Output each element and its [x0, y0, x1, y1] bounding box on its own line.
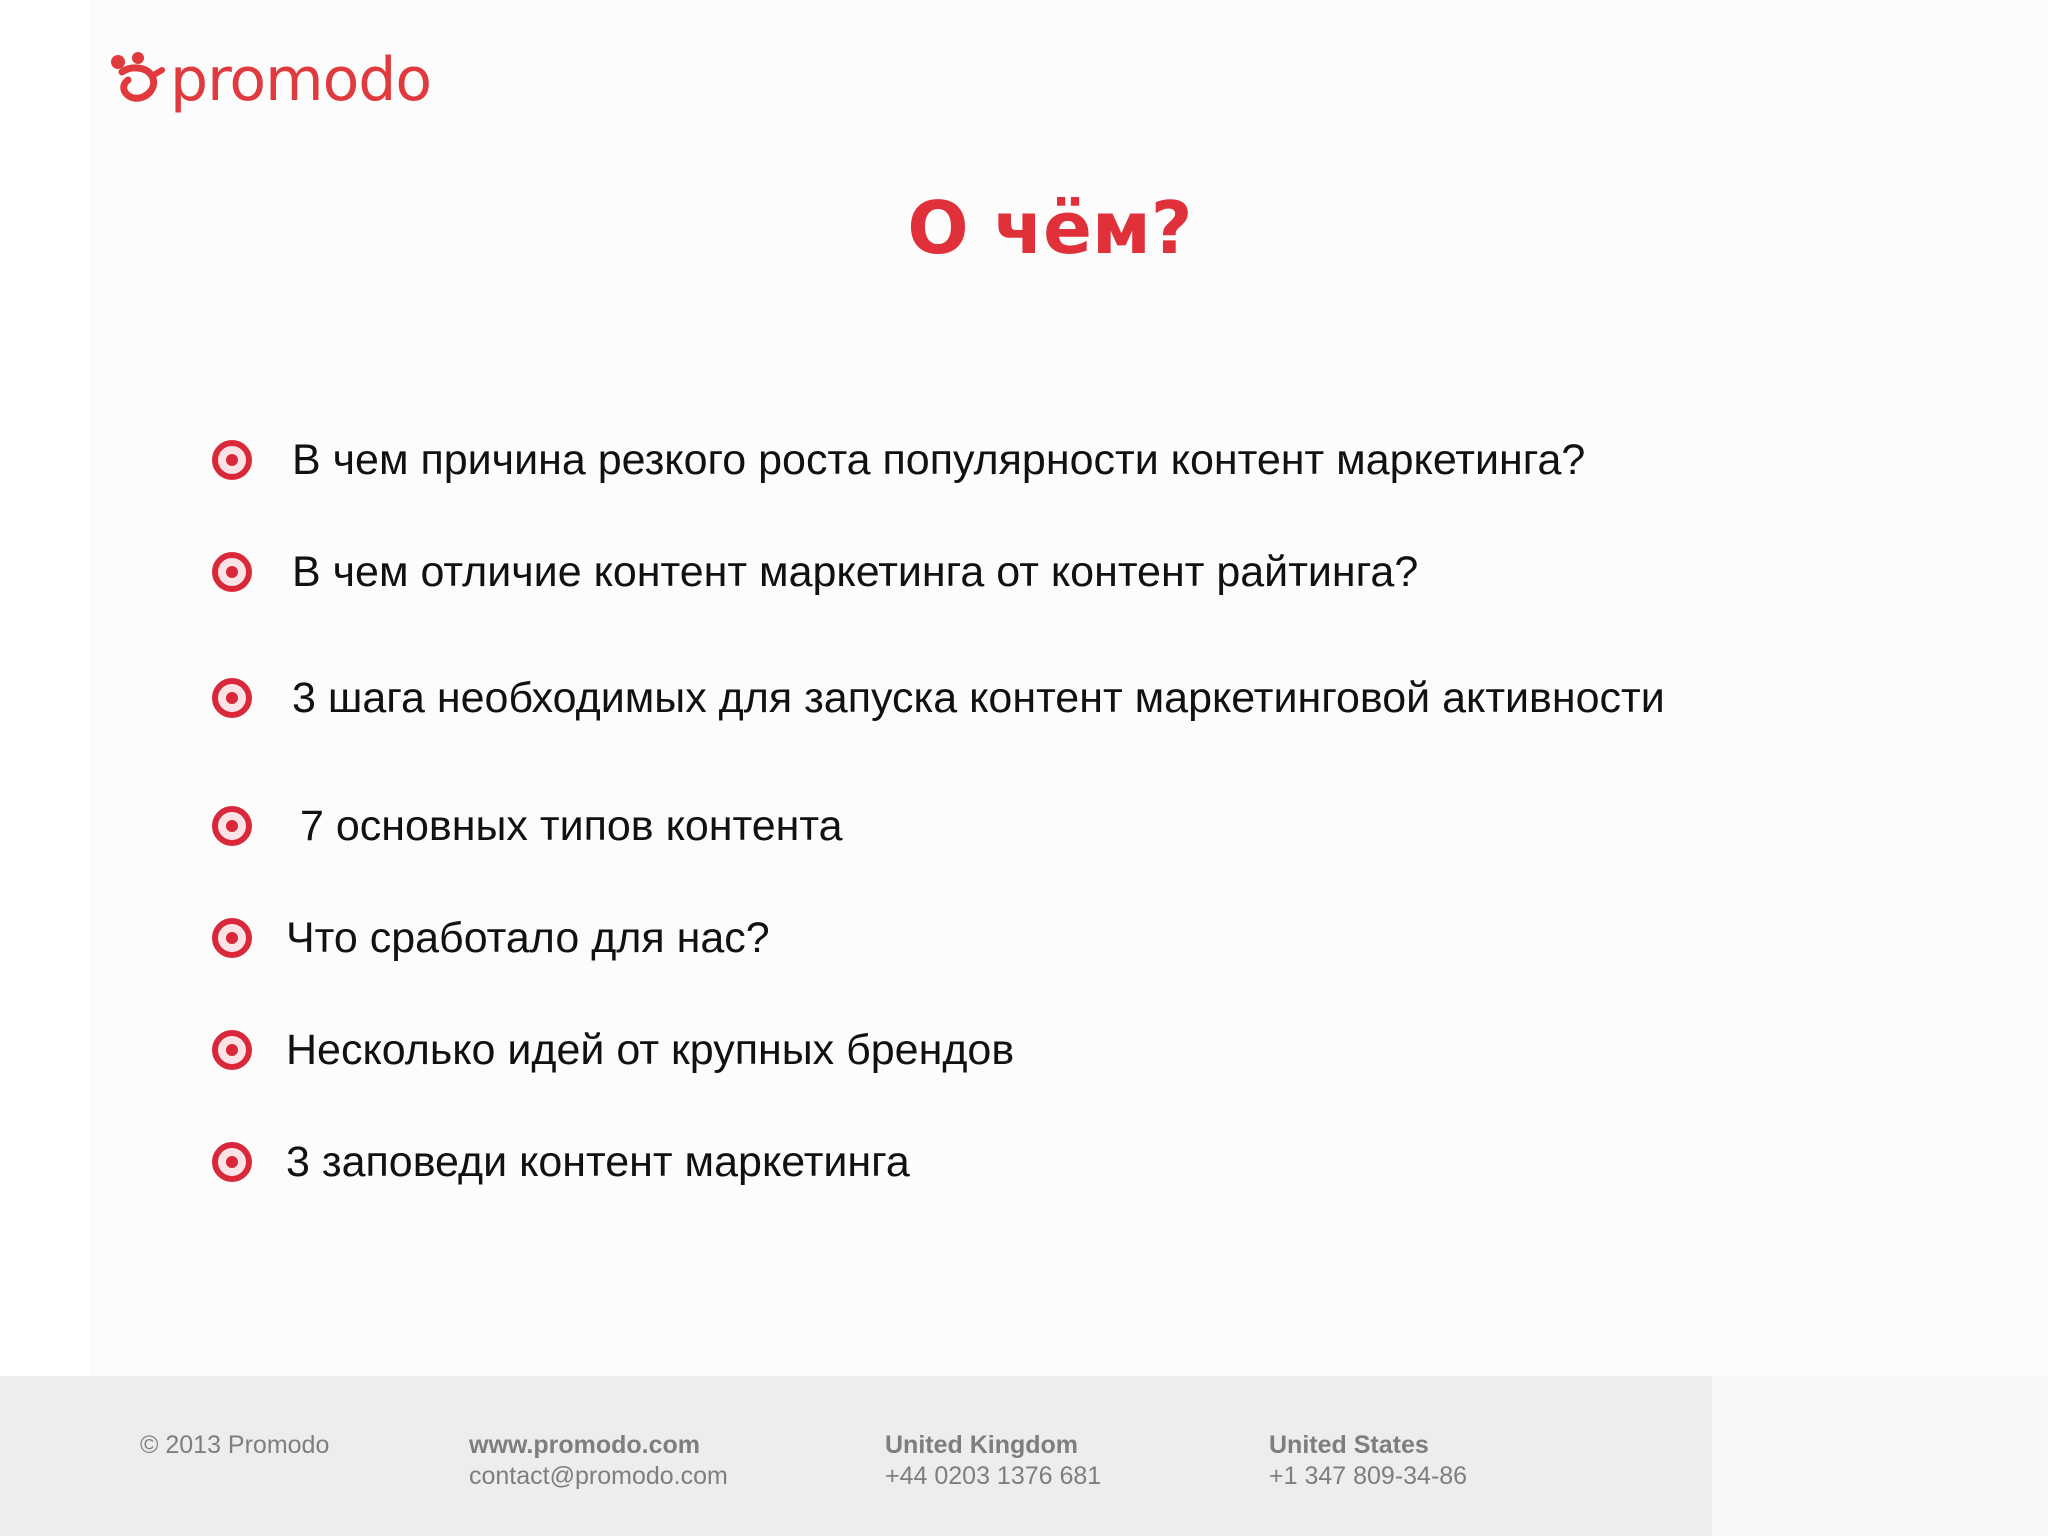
- bullet-text: 7 основных типов контента: [300, 801, 843, 850]
- logo-text: promodo: [170, 45, 432, 115]
- bullet-text: Несколько идей от крупных брендов: [286, 1025, 1015, 1074]
- bullet-item: [206, 908, 770, 968]
- footer-website-link[interactable]: www.promodo.com: [469, 1431, 701, 1459]
- footer-copyright: © 2013 Promodo: [140, 1431, 330, 1459]
- target-icon: [206, 800, 258, 852]
- slide-title: О чём?: [907, 186, 1193, 270]
- bullet-text: 3 шага необходимых для запуска контент маркетинговой активности: [292, 673, 1665, 722]
- footer-right-panel: [1712, 1376, 2048, 1536]
- target-icon: [206, 546, 258, 598]
- bullet-item: [206, 542, 1418, 602]
- target-icon: [206, 434, 258, 486]
- footer-us-column: [1269, 1430, 1467, 1492]
- target-icon: [206, 1024, 258, 1076]
- target-icon: [206, 1136, 258, 1188]
- footer: [0, 1376, 1712, 1536]
- bullet-item: [206, 1132, 910, 1192]
- footer-us-label: United States: [1269, 1431, 1429, 1459]
- footer-contact-column: [469, 1430, 728, 1492]
- bullet-item: [206, 430, 1585, 490]
- bullet-text: Что сработало для нас?: [286, 913, 770, 962]
- bullet-text: 3 заповеди контент маркетинга: [286, 1137, 910, 1186]
- footer-uk-phone: +44 0203 1376 681: [885, 1462, 1102, 1490]
- target-icon: [206, 672, 258, 724]
- footer-us-phone: +1 347 809-34-86: [1269, 1462, 1468, 1490]
- target-icon: [206, 912, 258, 964]
- footer-copyright-column: [140, 1430, 329, 1461]
- footer-email-link[interactable]: contact@promodo.com: [469, 1462, 728, 1490]
- footer-uk-label: United Kingdom: [885, 1431, 1079, 1459]
- bullet-text: В чем причина резкого роста популярности контент маркетинга?: [292, 435, 1586, 484]
- bullet-text: В чем отличие контент маркетинга от контент райтинга?: [292, 547, 1419, 596]
- footer-uk-column: [885, 1430, 1101, 1492]
- bullet-item: [206, 668, 1665, 728]
- bullet-item: [206, 796, 843, 856]
- bullet-item: [206, 1020, 1014, 1080]
